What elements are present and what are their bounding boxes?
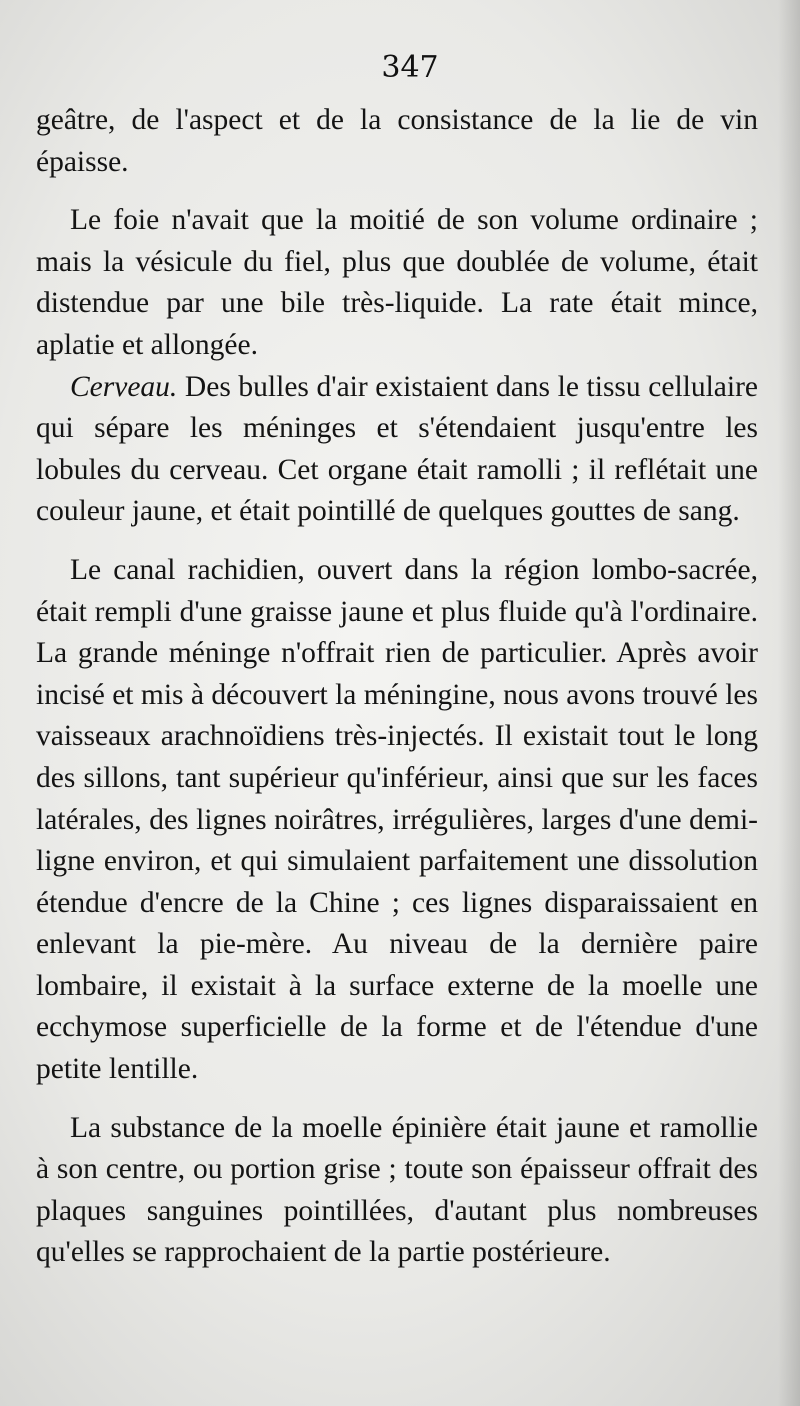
- paragraph-spinal-cord: La substance de la moelle épinière était jaune et ramollie à son centre, ou portion grise ; toute son épaisseur offrait des plaques sanguines pointillées, d'autant plus nombreuses qu'elles se rapprochaient de la partie postérieure.: [36, 1111, 758, 1269]
- paragraph-spinal-canal: Le canal rachidien, ouvert dans la région lombo-sacrée, était rempli d'une graisse jaune et plus fluide qu'à l'ordinaire. La grande méninge n'offrait rien de particulier. Après avoir incisé et mis à découvert la méningine, nous avons trouvé les vaisseaux arachnoïdiens très-injectés. Il existait tout le long des sillons, tant supérieur qu'inférieur, ainsi que sur les faces latérales, des lignes noirâtres, irrégulières, larges d'une demi-ligne environ, et qui simulaient parfaitement une dissolution étendue d'encre de la Chine ; ces lignes disparaissaient en enlevant la pie-mère. Au niveau de la dernière paire lombaire, il existait à la surface externe de la moelle une ecchymose superficielle de la forme et de l'étendue d'une petite lentille.: [36, 553, 758, 1086]
- paragraph-brain-text: Des bulles d'air existaient dans le tissu cellulaire qui sépare les méninges et s'étendaient jusqu'entre les lobules du cerveau. Cet organe était ramolli ; il reflétait une couleur jaune, et était pointillé de quelques gouttes de sang.: [36, 370, 758, 528]
- paragraph-liver: Le foie n'avait que la moitié de son volume ordinaire ; mais la vésicule du fiel, plus que doublée de volume, était distendue par une bile très-liquide. La rate était mince, aplatie et allongée.: [36, 204, 758, 361]
- paragraph-brain: [36, 367, 758, 533]
- paragraph-continuation: geâtre, de l'aspect et de la consistance de la lie de vin épaisse.: [36, 104, 758, 178]
- page-number: 347: [381, 50, 439, 85]
- section-heading-cerveau: Cerveau.: [70, 370, 178, 403]
- page-edge-shadow: [778, 0, 800, 1406]
- body-text: [36, 100, 758, 1274]
